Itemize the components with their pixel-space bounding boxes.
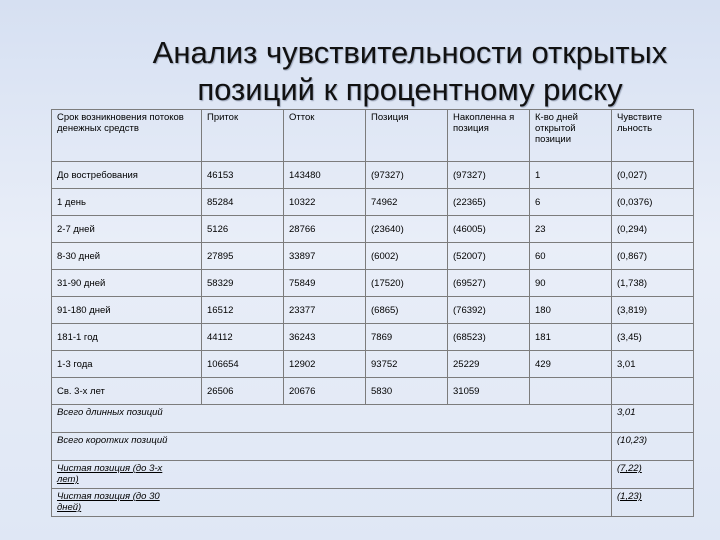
summary-label: Всего коротких позиций xyxy=(52,433,612,461)
table-cell: 1-3 года xyxy=(52,351,202,378)
table-cell: 180 xyxy=(530,297,612,324)
summary-row xyxy=(52,405,694,433)
table-row xyxy=(52,324,694,351)
table-cell: 26506 xyxy=(202,378,284,405)
table-cell: 181 xyxy=(530,324,612,351)
table-cell: 91-180 дней xyxy=(52,297,202,324)
table-row xyxy=(52,162,694,189)
table-cell: 23377 xyxy=(284,297,366,324)
table-cell: 1 день xyxy=(52,189,202,216)
sensitivity-table xyxy=(51,109,694,517)
table-cell: (0,294) xyxy=(612,216,694,243)
table-row xyxy=(52,270,694,297)
table-cell: (6865) xyxy=(366,297,448,324)
table-cell: (22365) xyxy=(448,189,530,216)
table-cell: 7869 xyxy=(366,324,448,351)
table-cell: (69527) xyxy=(448,270,530,297)
table-cell: 85284 xyxy=(202,189,284,216)
slide-title-line-1: Анализ чувствительности открытых xyxy=(152,35,668,70)
table-row xyxy=(52,216,694,243)
summary-row xyxy=(52,461,694,489)
table-cell: 3,01 xyxy=(612,351,694,378)
table-cell: (97327) xyxy=(366,162,448,189)
table-cell: (23640) xyxy=(366,216,448,243)
summary-label: Всего длинных позиций xyxy=(52,405,612,433)
table-cell: 5830 xyxy=(366,378,448,405)
table-cell: (97327) xyxy=(448,162,530,189)
table-row xyxy=(52,243,694,270)
table-row xyxy=(52,351,694,378)
table-row xyxy=(52,297,694,324)
table-cell: 16512 xyxy=(202,297,284,324)
table-cell: (68523) xyxy=(448,324,530,351)
table-header-row xyxy=(52,110,694,162)
header-cell: Отток xyxy=(284,110,366,162)
table-cell: (3,819) xyxy=(612,297,694,324)
table-cell: 12902 xyxy=(284,351,366,378)
table-cell: 20676 xyxy=(284,378,366,405)
table-cell: 143480 xyxy=(284,162,366,189)
summary-label: Чистая позиция (до 30 дней) xyxy=(57,491,160,513)
table-cell: 33897 xyxy=(284,243,366,270)
table-cell: 31-90 дней xyxy=(52,270,202,297)
table-cell: 36243 xyxy=(284,324,366,351)
table-cell: 90 xyxy=(530,270,612,297)
table-cell: 10322 xyxy=(284,189,366,216)
table-cell: (0,027) xyxy=(612,162,694,189)
slide-title xyxy=(100,34,720,108)
table-cell: 27895 xyxy=(202,243,284,270)
table-row xyxy=(52,378,694,405)
table-cell: До востребования xyxy=(52,162,202,189)
table-cell xyxy=(530,378,612,405)
table-cell: (0,867) xyxy=(612,243,694,270)
table-cell: 74962 xyxy=(366,189,448,216)
summary-value: (10,23) xyxy=(612,433,694,461)
summary-value: 3,01 xyxy=(612,405,694,433)
header-cell: Позиция xyxy=(366,110,448,162)
table-cell: (17520) xyxy=(366,270,448,297)
table-cell: (3,45) xyxy=(612,324,694,351)
header-cell: Накопленна я позиция xyxy=(448,110,530,162)
table-cell: (6002) xyxy=(366,243,448,270)
table-cell: 75849 xyxy=(284,270,366,297)
table-cell: (76392) xyxy=(448,297,530,324)
header-cell: Чувствите льность xyxy=(612,110,694,162)
table-cell: 31059 xyxy=(448,378,530,405)
summary-value: (7,22) xyxy=(612,461,694,489)
header-cell: Приток xyxy=(202,110,284,162)
summary-value: (1,23) xyxy=(612,489,694,517)
table-cell xyxy=(612,378,694,405)
table-cell: 5126 xyxy=(202,216,284,243)
table-cell: 93752 xyxy=(366,351,448,378)
table-cell: (1,738) xyxy=(612,270,694,297)
table-cell: 28766 xyxy=(284,216,366,243)
table-cell: 429 xyxy=(530,351,612,378)
table-cell: 106654 xyxy=(202,351,284,378)
table-cell: 2-7 дней xyxy=(52,216,202,243)
slide-title-line-2: позиций к процентному риску xyxy=(197,72,623,107)
table-cell: (0,0376) xyxy=(612,189,694,216)
summary-row xyxy=(52,489,694,517)
table-cell: Св. 3-х лет xyxy=(52,378,202,405)
header-cell: Срок возникновения потоков денежных средств xyxy=(52,110,202,162)
table-row xyxy=(52,189,694,216)
table-cell: 58329 xyxy=(202,270,284,297)
table-cell: 181-1 год xyxy=(52,324,202,351)
summary-row xyxy=(52,433,694,461)
table-cell: 6 xyxy=(530,189,612,216)
table-cell: (46005) xyxy=(448,216,530,243)
table-cell: 1 xyxy=(530,162,612,189)
table-cell: 44112 xyxy=(202,324,284,351)
table-cell: 46153 xyxy=(202,162,284,189)
table-cell: 8-30 дней xyxy=(52,243,202,270)
table-cell: 25229 xyxy=(448,351,530,378)
header-cell: К-во дней открытой позиции xyxy=(530,110,612,162)
summary-label: Чистая позиция (до 3-х лет) xyxy=(57,463,163,485)
table-cell: 60 xyxy=(530,243,612,270)
table-cell: 23 xyxy=(530,216,612,243)
table-cell: (52007) xyxy=(448,243,530,270)
